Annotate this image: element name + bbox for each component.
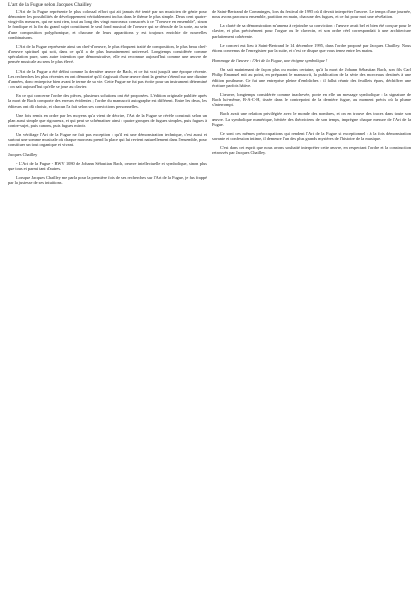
paragraph: L'œuvre, longtemps considérée comme inachevée, porte en elle un message symbolique : la signature de Bach lui-même, B-A-C-H, tissée dans le contrepoint de la dernière fugue, au moment précis où la plume s'interrompt. <box>212 91 411 108</box>
paragraph: Un vérifiage l'Art de la Fugue ne fait pas exception : qu'il est une démonstration technique, c'est aussi et surtout une somme musicale où chaque morceau prend la place qui lui revient naturellement dans l'ensemble, pour constituer un tout organique et vivant. <box>8 132 207 148</box>
paragraph: En ce qui concerne l'ordre des pièces, plusieurs solutions ont été proposées. L'édition originale publiée après la mort de Bach comporte des erreurs évidentes ; l'ordre du manuscrit autographe est différent. Entre les deux, les éditeurs ont dû choisir, et chacun l'a fait selon ses convictions personnelles. <box>8 93 207 109</box>
paragraph: Ce sont ces mêmes préoccupations qui rendent l'Art de la Fugue si exceptionnel : à la fois démonstration savante et confession intime, il demeure l'un des plus grands mystères de l'histoire de la musique. <box>212 130 411 141</box>
paragraph: C'est dans cet esprit que nous avons souhaité interpréter cette œuvre, en respectant l'ordre et la construction retrouvés par Jacques Chailley. <box>212 145 411 156</box>
paragraph: Lorsque Jacques Chailley me parla pour la première fois de ses recherches sur l'Art de la Fugue, je fus frappé par la justesse de ses intuitions. <box>8 175 207 186</box>
paragraph: L'Art de la Fugue représente le plus colossal effort qui ait jamais été tenté par un musicien de génie pour démontrer les possibilités de développement véritablement inclus dans le thème le plus simple. Deux cent quatre-vingt-dix mesures, qui ne sont rien, tout au long des vingt morceaux consacrés à ce "l'oeuvre en ensemble", sinon le fondique et la fin du grand sujet constituent le seul fond musical de l'oeuvre qui se déroule de la sorte, au sein d'une composition polyphonique, et chacune de leurs apparitions y est toujours enrichie de nouvelles combinaisons. <box>8 9 207 40</box>
left-column <box>8 9 207 597</box>
running-header: L'art de la Fugue selon Jacques Chailley <box>8 2 92 8</box>
section-heading: Hommage de l'œuvre : l'Art de la Fugue, une énigme symbolique ! <box>212 58 328 64</box>
paragraph: Le concert eut lieu à Saint-Bertrand le 14 décembre 1995, dans l'ordre proposé par Jacques Chailley. Nous étions convenus de l'enregistrer par la suite, et c'est ce disque que vous tenez entre les mains. <box>212 42 411 53</box>
paragraph: On sait maintenant de façon plus ou moins certaine, qu'à la mort de Johann Sébastian Bach, son fils Carl Philip Emanuel mit au point, en préparant le manuscrit, la publication de la série des morceaux destinés à une édition posthume. Ce fut une entreprise pleine d'embûches : il fallut réunir des feuillets épars, déchiffrer une écriture parfois hâtive. <box>212 67 411 88</box>
paragraph: - L'Art de la Fugue - BWV 1080 de Johann Sébastian Bach, oeuvre intellectuelle et symbolique, sinon plus que tous et parmi tant d'autres. <box>8 160 207 171</box>
paragraph: L'Art de la Fugue a été défini comme la dernière œuvre de Bach, et ce fut vrai jusqu'à une époque récente. Les recherches les plus récentes en ont démontré qu'il s'agissait d'une œuvre dont la genèse s'étend sur une dizaine d'années, donc entreprise bien avant le terme de sa vie. Cette Fugue ne fut pas écrite pour un instrument déterminé : on sait aujourd'hui qu'elle se joue au clavier. <box>8 68 207 90</box>
right-column <box>212 9 411 597</box>
author-signature: Jacques Chailley <box>8 151 38 157</box>
paragraph: L'Art de la Fugue représente ainsi un chef-d'oeuvre, le plus éloquent traité de composition, le plus beau chef-d'oeuvre spirituel qui soit, dans ce qu'il a de plus humainement universel. Longtemps considérée comme spéculation pure, sans autre intention que démonstrative, elle est reconnue aujourd'hui comme une œuvre de pensée musicale au sens le plus élevé. <box>8 43 207 65</box>
paragraph: La clarté de sa démonstration m'amena à rejoindre sa conviction : l'œuvre avait bel et bien été conçue pour le clavier, et plus précisément pour l'orgue ou le clavecin, et son ordre réel correspondait à une architecture parfaitement cohérente. <box>212 23 411 39</box>
paragraph: Bach avait une relation privilégiée avec le monde des nombres, et on en trouve des traces dans toute son œuvre. La symbolique numérique, héritée des théoriciens de son temps, imprègne chaque mesure de l'Art de la Fugue. <box>212 111 411 127</box>
paragraph: de Saint-Bertrand de Comminges, lors du festival de 1995 où il devait interpréter l'œuvre. Le temps d'une journée, nous avons parcouru ensemble, partition en main, chacune des fugues, et ce fut pour moi une révélation. <box>212 9 411 20</box>
paragraph: Une fois remis en ordre par les moyens qu'a vient de décrire, l'Art de la Fugue se révèle construit selon un plan aussi simple que rigoureux, et qui peut se schématiser ainsi : quatre groupes de fugues simples, puis fugues à contre-sujet, puis canons, puis fugues miroir. <box>8 112 207 128</box>
